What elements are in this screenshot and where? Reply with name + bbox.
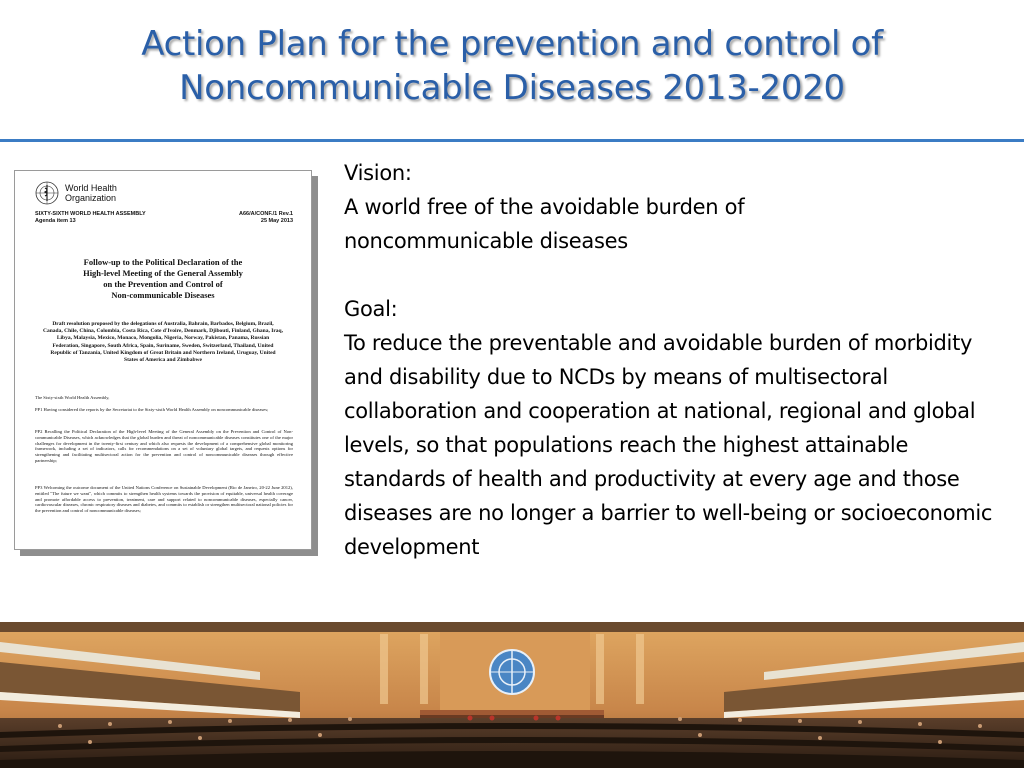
document-intro: The Sixty-sixth World Health Assembly, (35, 395, 110, 400)
document-paragraph: PP2 Recalling the Political Declaration of the High-level Meeting of the General Assembly on the Prevention and Control of Non-communicable Diseases, which acknowledges that the global burden and threat of noncommunicable diseases constitutes one of the major challenges for development in the twenty-first century and which also requests the development of a comprehensive global monitoring framework, including a set of indicators, calls for recommendations on a set of voluntary global targets, and requests options for strengthening and facilitating multisectoral action for the prevention and control of noncommunicable diseases through effective partnership; (35, 429, 293, 463)
goal-label: Goal: (344, 297, 398, 321)
slide-title (0, 22, 1024, 110)
vision-goal-text (344, 156, 1004, 564)
who-emblem-icon (35, 181, 59, 205)
vision-label: Vision: (344, 161, 412, 185)
document-org-name: World Health Organization (65, 183, 117, 203)
document-meta-right: A66/A/CONF./1 Rev.1 25 May 2013 (238, 211, 293, 224)
assembly-hall-photo (0, 622, 1024, 768)
title-line-1: Action Plan for the prevention and control of (141, 24, 883, 64)
document-meta-left: SIXTY-SIXTH WORLD HEALTH ASSEMBLY Agenda item 13 (35, 211, 146, 224)
document-paragraph: PP1 Having considered the reports by the Secretariat to the Sixty-sixth World Health Assembly on noncommunicable diseases; (35, 407, 269, 412)
document-paragraph: PP3 Welcoming the outcome document of the United Nations Conference on Sustainable Development (Rio de Janeiro, 20-22 June 2012), entitled "The future we want", which commits to strengthen health systems towards the provision of equitable, universal health coverage and promote affordable access to prevention, treatment, care and support related to noncommunicable diseases, especially cancer, cardiovascular diseases, chronic respiratory diseases and diabetes, and commits to establish or strengthen multisectoral national policies for the prevention and control of noncommunicable diseases; (35, 485, 293, 514)
title-line-2: Noncommunicable Diseases 2013-2020 (179, 68, 845, 108)
vision-text: A world free of the avoidable burden of noncommunicable diseases (344, 195, 745, 253)
document-draft-sponsors: Draft resolution proposed by the delegations of Australia, Bahrain, Barbados, Belgium, Brazil, Canada, Chile, China, Colombia, Costa Rica, Cote d'Ivoire, Denmark, Djibouti, Finland, Ghana, Iraq, Libya, Malaysia, Mexico, Monaco, Mongolia, Nigeria, Norway, Pakistan, Panama, Russian Federation, Singapore, South Africa, Spain, Suriname, Sweden, Switzerland, Thailand, United Republic of Tanzania, United Kingdom of Great Britain and Northern Ireland, Uruguay, United States of America and Zimbabwe (43, 321, 283, 364)
document-thumbnail (14, 170, 312, 550)
goal-text: To reduce the preventable and avoidable burden of morbidity and disability due to NCDs by means of multisectoral collaboration and cooperation at national, regional and global levels, so that populations reach the highest attainable standards of health and productivity at every age and those diseases are no longer a barrier to well-being or socioeconomic development (344, 331, 993, 559)
document-heading: Follow-up to the Political Declaration of the High-level Meeting of the General Assembly on the Prevention and Control of Non-communicable Diseases (83, 257, 243, 300)
title-divider (0, 139, 1024, 142)
